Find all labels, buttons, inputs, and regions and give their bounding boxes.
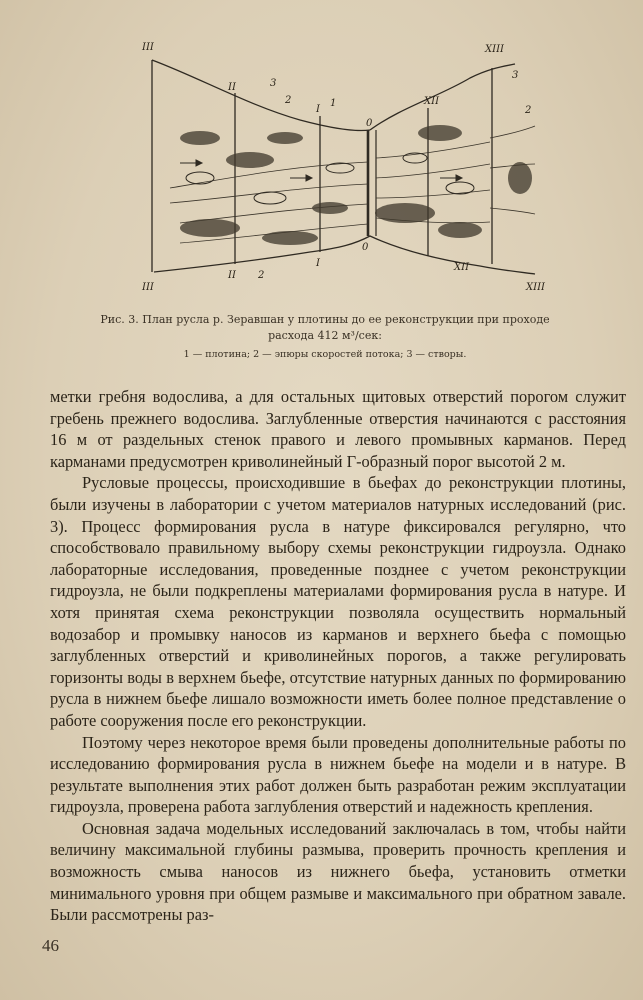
fig-label: 0: [362, 242, 369, 253]
fig-label: XII: [424, 96, 440, 107]
fig-label: 2: [525, 105, 532, 116]
fig-label: II: [228, 82, 236, 93]
caption-legend: 1 — плотина; 2 — эпюры скоростей потока; 3 — створы.: [183, 349, 467, 360]
river-plan-figure: [140, 38, 550, 296]
paragraph: Основная задача модельных исследований заключалась в том, чтобы найти величину максимальной глубины размыва, проверить прочность крепления и возможность смыва наносов из нижнего бьефа, установить отметки минимального уровня при общем размыве и максимального при обратном завале. Были рассмотрены раз-: [50, 818, 626, 925]
paragraph: Поэтому через некоторое время были проведены дополнительные работы по исследованию формирования русла в нижнем бьефе на модели и в натуре. В результате выполнения этих работ должен быть разработан режим эксплуатации гидроузла, проверена работа заглубления отверстий и надежность крепления.: [50, 732, 626, 817]
fig-label: 3: [512, 70, 519, 81]
fig-label: I: [316, 258, 320, 269]
body-text: [50, 386, 626, 926]
fig-label: 0: [366, 118, 373, 129]
page-number: 46: [42, 936, 59, 955]
fig-label: 2: [285, 95, 292, 106]
fig-label: 3: [270, 78, 277, 89]
river-plan-drawing: [140, 38, 550, 296]
paragraph: Русловые процессы, происходившие в бьефах до реконструкции плотины, были изучены в лаборатории с учетом материалов натурных исследований (рис. 3). Процесс формирования русла в натуре фиксировался регулярно, что способствовало правильному выбору схемы реконструкции гидроузла. Однако лабораторные исследования, проведенные позднее с учетом реконструкции гидроузла, не были подкреплены материалами формирования русла в натуре. И хотя принятая схема реконструкции позволяла осуществить нормальный водозабор и промывку наносов из карманов и верхнего бьефа с помощью заглубленных отверстий и криволинейных порогов, а также регулировать горизонты воды в верхнем бьефе, отсутствие натурных данных по формированию русла в нижнем бьефе лишало возможности иметь более полное представление о работе сооружения после его реконструкции.: [50, 473, 626, 730]
fig-label: XIII: [485, 44, 504, 55]
fig-label: II: [228, 270, 236, 281]
fig-label: XII: [454, 262, 470, 273]
fig-label: III: [142, 42, 154, 53]
fig-label: I: [316, 104, 320, 115]
fig-label: 1: [330, 98, 337, 109]
paragraph: метки гребня водослива, а для остальных щитовых отверстий порогом служит гребень прежнего водослива. Заглубленные отверстия начинаются с расстояния 16 м от раздельных стенок правого и левого промывных карманов. Перед карманами предусмотрен криволинейный Г-образный порог высотой 2 м.: [50, 387, 626, 471]
fig-label: XIII: [526, 282, 545, 293]
fig-label: III: [142, 282, 154, 293]
caption-main: Рис. 3. План русла р. Зеравшан у плотины до ее реконструкции при проходе расхода 412 м³/сек:: [100, 313, 550, 342]
figure-caption: [100, 312, 550, 363]
fig-label: 2: [258, 270, 265, 281]
